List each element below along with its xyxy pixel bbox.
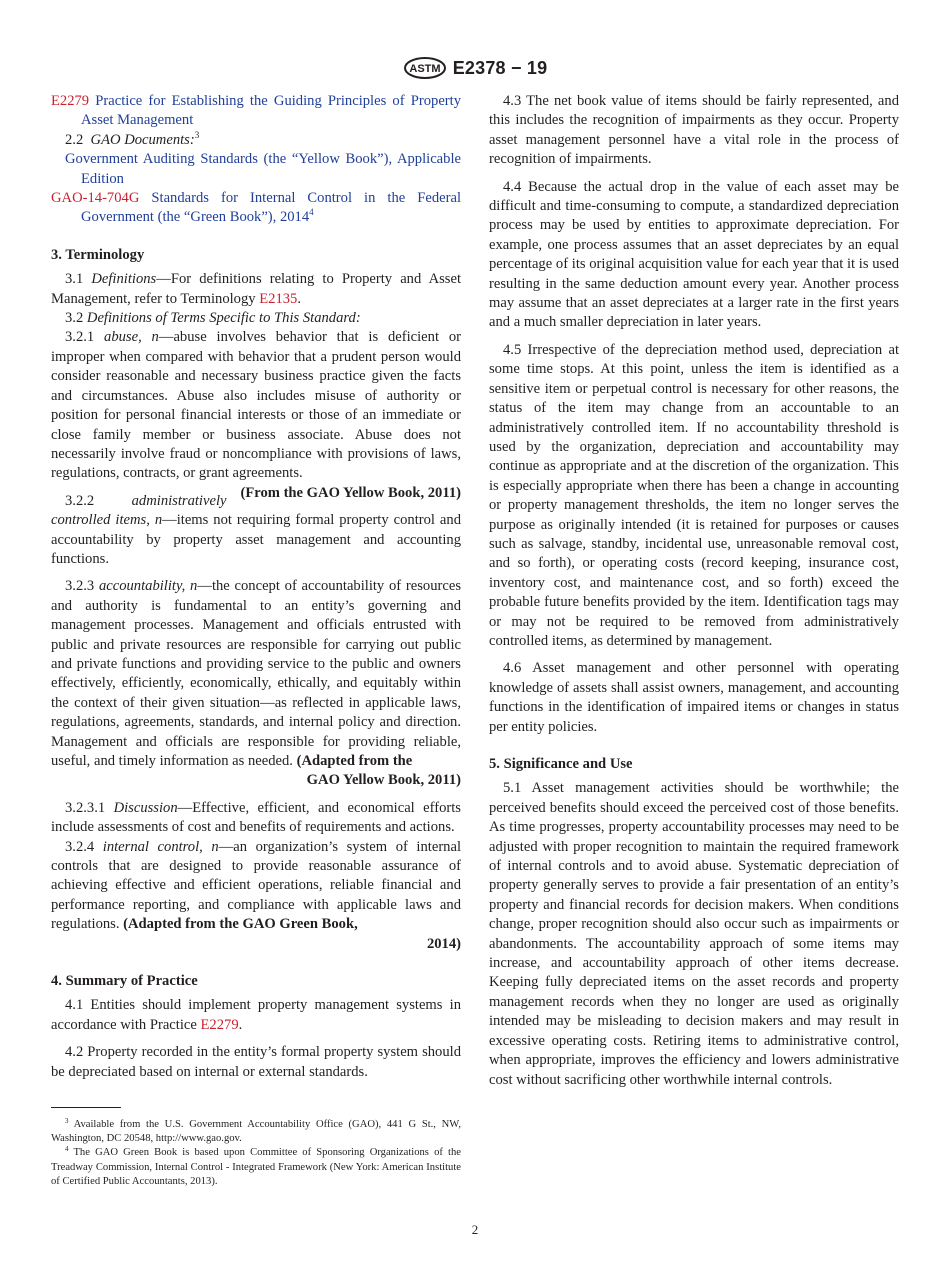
para-3-2-3-1: 3.2.3.1 Discussion—Effective, efficient, and economical efforts include assessments of cost and benefits of requirements and actions.	[51, 799, 461, 836]
section-3-heading: 3. Terminology	[51, 246, 145, 263]
gao-documents-heading: 2.2 GAO Documents:$^3$	[65, 129, 200, 148]
para-3-2-3: 3.2.3 accountability, n—the concept of accountability of resources and authority is fundamental to an entity’s governing and management processes. Management and officials entrusted with public and private resources are responsible for carrying out public and private functions and providing service to the public and owners effectively, efficiently, economically, ethically, and equitably within the context of their given situation—as reflected in applicable laws, regulations, agreements, standards, and internal policy and direction. Management and officials are responsible for providing reliable, useful, and timely information as needed. (Adapted from the	[51, 578, 461, 769]
para-3-1: 3.1 Definitions—For definitions relating to Property and Asset Management, refer to Terminology E2135.	[51, 271, 461, 307]
para-3-2: 3.2 Definitions of Terms Specific to This Standard:	[65, 310, 361, 327]
link-e2135[interactable]: E2135	[259, 290, 298, 307]
svg-text:ASTM: ASTM	[409, 63, 441, 75]
section-4-heading: 4. Summary of Practice	[51, 973, 198, 990]
para-4-4: 4.4 Because the actual drop in the value of each asset may be difficult and time-consuming to compute, a standardized depreciation process may be used by entities to approximate depreciation. For example, one process assumes that an asset depreciates by an equal percentage of its original acquisition value for each year that it is used resulting in the same deduction amount every year. Another process may assume that an asset depreciates at a larger rate in the first years and a much smaller depreciation in later years.	[489, 178, 899, 331]
document-id: E2378 − 19	[452, 57, 548, 78]
astm-logo-icon	[403, 57, 447, 79]
para-3-2-2: 3.2.2 administratively controlled items, n—items not requiring formal property control and accountability by property asset management and accounting functions.	[51, 492, 461, 567]
right-column	[489, 92, 899, 1090]
source-citation-cont: GAO Yellow Book, 2011)	[306, 772, 461, 789]
reference-yellow-book[interactable]: Government Auditing Standards (the “Yellow Book”), Applicable Edition	[65, 151, 461, 187]
source-citation: (Adapted from the	[296, 753, 413, 769]
section-5-heading: 5. Significance and Use	[489, 756, 633, 772]
reference-e2279[interactable]: E2279 Practice for Establishing the Guiding Principles of Property Asset Management	[51, 93, 462, 129]
footnotes	[51, 1118, 461, 1189]
para-5-1: 5.1 Asset management activities should be worthwhile; the perceived benefits should exceed the perceived cost of those benefits. As time progresses, property accountability processes may need to be adjusted with proper recognition to maintain the required framework of internal controls and to avoid abuse. Systematic depreciation of property generally serves to provide a fair presentation of an entity’s property and financial records for decision makers. When conditions change, proper recognition should also occur such as impairments or abandonments. The accountability approach of some items may increase, and accountability approach of other items decrease. Keeping fully depreciated items on the asset records and property management records when they no longer are used as originally intended may be misleading to decision makers and may result in excessive operating costs. Retiring items to administrative control, when appropriate, improves the efficiency and lowers administrative cost without sacrificing other worthwhile internal controls.	[489, 780, 899, 1088]
footnote-divider	[51, 1107, 121, 1108]
para-3-2-4: 3.2.4 internal control, n—an organization’s system of internal controls that are designed to provide reasonable assurance of achieving effective and efficient operations, reliable financial and performance reporting, and compliance with applicable laws and regulations. (Adapted from the GAO Green Book,	[51, 838, 462, 933]
page-header	[0, 57, 950, 79]
para-4-6: 4.6 Asset management and other personnel with operating knowledge of assets shall assist owners, management, and accounting functions in the identification of impaired items or changes in status per entity policies.	[489, 660, 899, 735]
para-4-2: 4.2 Property recorded in the entity’s formal property system should be depreciated based on internal or external standards.	[51, 1044, 461, 1080]
para-4-5: 4.5 Irrespective of the depreciation method used, depreciation at some time stops. At this point, unless the item is identified as a sensitive item or perpetual control is necessary for other reasons, the status of the item may change from an accountable to an administratively controlled item. If no accountability threshold is used by the organization, depreciation and accountability may continue as appropriate and at the discretion of the organization. This is especially appropriate when there has been a change in accounting or property management thresholds, the item no longer serves the purpose as originally intended (it is retained for purposes or causes such as salvage, standby, incidental use, unreasonable removal cost, and so forth), or operating costs (record keeping, insurance cost, inventory cost, and maintenance cost, and so forth) exceed the probable future benefits provided by the item. Identification tags may or may not be required to be removed from administratively controlled items, as determined by management.	[489, 341, 899, 649]
link-e2279[interactable]: E2279	[200, 1016, 239, 1033]
footnote-4: $^4$ The GAO Green Book is based upon Committee of Sponsoring Organizations of the Treadway Commission, Internal Control - Integrated Framework (New York: American Institute of Certified Public Accountants, 2013).	[51, 1145, 461, 1187]
para-4-1: 4.1 Entities should implement property management systems in accordance with Practice E2279.	[51, 997, 461, 1033]
footnote-ref-3: 3	[194, 129, 200, 140]
footnote-ref-4: 4	[309, 207, 314, 218]
left-column	[51, 92, 461, 1082]
source-citation-cont: 2014)	[426, 935, 461, 952]
footnote-3: $^3$ Available from the U.S. Government Accountability Office (GAO), 441 G St., NW, Washington, DC 20548, http://www.gao.gov.	[51, 1117, 461, 1145]
source-citation: (From the GAO Yellow Book, 2011)	[240, 484, 461, 501]
reference-green-book[interactable]: GAO-14-704G Standards for Internal Control in the Federal Government (the “Green Book”), 2014$^4$	[51, 190, 462, 226]
source-citation: (Adapted from the GAO Green Book,	[123, 916, 358, 933]
para-3-2-1: 3.2.1 abuse, n—abuse involves behavior that is deficient or improper when compared with behavior that a prudent person would consider reasonable and necessary business practice given the facts and circumstances. Abuse also includes misuse of authority or position for personal financial interests or those of an immediate or close family member or business associate. Abuse does not necessarily involve fraud or noncompliance with provisions of laws, regulations, contracts, or grant agreements. (From the GAO Yellow Book, 2011)	[51, 328, 461, 483]
para-4-3: 4.3 The net book value of items should be fairly represented, and this includes the recognition of impairments as they occur. Property asset management personnel have a vital role in the process of recognition of impairments.	[489, 93, 899, 168]
page-number: 2	[471, 1222, 479, 1237]
